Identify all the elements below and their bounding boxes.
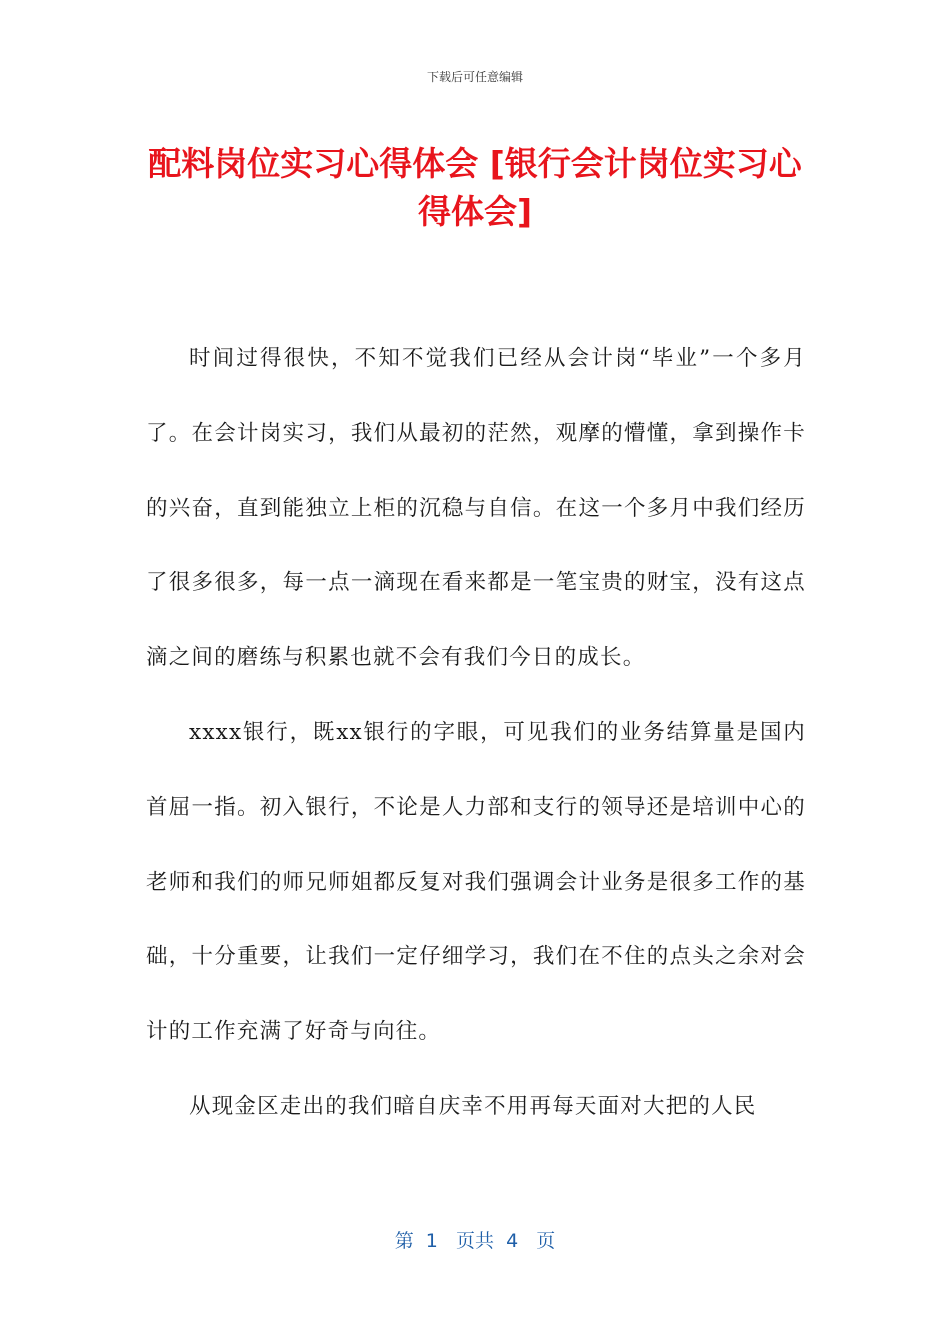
- paragraph-3: 从现金区走出的我们暗自庆幸不用再每天面对大把的人民: [189, 1093, 757, 1119]
- document-title: 配料岗位实习心得体会 [银行会计岗位实习心得体会]: [148, 144, 802, 231]
- paragraph-1: 时间过得很快，不知不觉我们已经从会计岗“毕业”一个多月了。在会计岗实习，我们从最初的茫然，观摩的懵懂，拿到操作卡的兴奋，直到能独立上柜的沉稳与自信。在这一个多月中我们经历了很多很多，每一点一滴现在看来都是一笔宝贵的财宝，没有这点滴之间的磨练与积累也就不会有我们今日的成长。: [146, 346, 806, 671]
- document-body: [146, 322, 806, 1145]
- paragraph-2: xxxx银行，既xx银行的字眼，可见我们的业务结算量是国内首屈一指。初入银行，不论是人力部和支行的领导还是培训中心的老师和我们的师兄师姐都反复对我们强调会计业务是很多工作的基础，十分重要，让我们一定仔细学习，我们在不住的点头之余对会计的工作充满了好奇与向往。: [146, 719, 806, 1045]
- page-number-footer: 第 1 页共 4 页: [394, 1230, 556, 1252]
- header-note: 下载后可任意编辑: [426, 70, 523, 84]
